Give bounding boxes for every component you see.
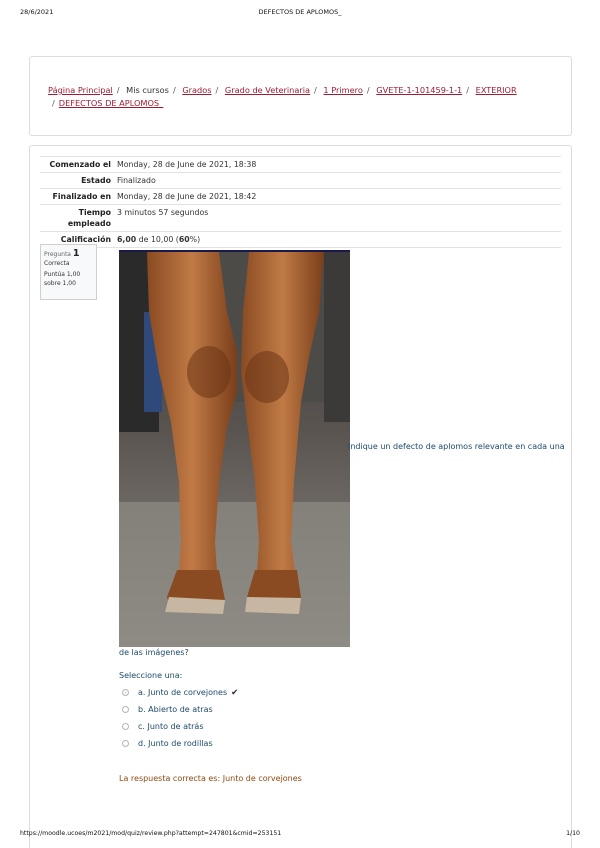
- table-row: [40, 232, 561, 248]
- correct-answer-feedback: La respuesta correcta es: Junto de corvejones: [119, 774, 302, 783]
- breadcrumb-grados[interactable]: Grados: [182, 85, 212, 95]
- correct-check-icon: ✔: [231, 687, 239, 698]
- radio-button-checked[interactable]: [122, 689, 129, 696]
- question-text-part1: Indique un defecto de aplomos relevante en cada una: [348, 442, 565, 451]
- horse-legs-illustration: [119, 252, 350, 647]
- answer-option-d[interactable]: [119, 735, 419, 752]
- print-page-number: 1/10: [566, 830, 580, 837]
- grade-score: 6,00: [117, 235, 137, 244]
- breadcrumb-separator: /: [215, 85, 219, 95]
- state-label: Estado: [81, 176, 111, 185]
- breadcrumb-separator: /: [52, 97, 55, 108]
- answer-option-c[interactable]: [119, 718, 419, 735]
- table-row: [40, 205, 561, 232]
- question-info-box: [40, 244, 97, 300]
- time-label-line2: empleado: [67, 219, 111, 228]
- time-label: [40, 205, 117, 232]
- horse-hind-legs-photo: [119, 250, 350, 647]
- print-title: DEFECTOS DE APLOMOS_: [258, 8, 342, 16]
- question-points-2: sobre 1,00: [44, 280, 76, 287]
- print-date: 28/6/2021: [20, 8, 54, 16]
- radio-button[interactable]: [122, 706, 129, 713]
- answer-options: [119, 684, 419, 752]
- breadcrumb-separator: /: [172, 85, 176, 95]
- answer-option-a[interactable]: [119, 684, 419, 701]
- question-points-1: Puntúa 1,00: [44, 271, 81, 278]
- grade-percent: 60: [178, 235, 190, 244]
- breadcrumb-quiz[interactable]: DEFECTOS DE APLOMOS_: [58, 97, 164, 108]
- answer-option-label: d. Junto de rodillas: [138, 739, 213, 748]
- breadcrumb-veterinaria[interactable]: Grado de Veterinaria: [224, 85, 311, 95]
- breadcrumb: [48, 84, 548, 109]
- table-row: [40, 189, 561, 205]
- question-text-part2: de las imágenes?: [119, 648, 189, 657]
- breadcrumb-separator: /: [314, 85, 317, 95]
- table-row: [40, 173, 561, 189]
- breadcrumb-home[interactable]: Página Principal: [48, 85, 113, 95]
- print-url: https://moodle.ucoes/m2021/mod/quiz/review.php?attempt=247801&cmid=253151: [20, 830, 282, 837]
- radio-button[interactable]: [122, 723, 129, 730]
- breadcrumb-separator: /: [466, 85, 470, 95]
- quiz-review-card: [29, 145, 572, 848]
- radio-button[interactable]: [122, 740, 129, 747]
- breadcrumb-separator: /: [366, 85, 370, 95]
- question-label: Pregunta: [44, 251, 71, 258]
- question-number: 1: [72, 248, 80, 259]
- breadcrumb-exterior[interactable]: EXTERIOR: [475, 85, 517, 95]
- answer-option-label: a. Junto de corvejones: [138, 688, 228, 697]
- finished-label: Finalizado en: [52, 192, 111, 201]
- breadcrumb-primero[interactable]: 1 Primero: [323, 85, 363, 95]
- breadcrumb-card: [29, 56, 572, 136]
- state-value: Finalizado: [117, 176, 156, 185]
- answer-option-b[interactable]: [119, 701, 419, 718]
- answer-option-label: b. Abierto de atras: [138, 705, 213, 714]
- started-value: Monday, 28 de June de 2021, 18:38: [117, 160, 257, 169]
- answer-option-label: c. Junto de atrás: [138, 722, 204, 731]
- breadcrumb-course-code[interactable]: GVETE-1-101459-1-1: [376, 85, 463, 95]
- breadcrumb-separator: /: [116, 85, 120, 95]
- finished-value: Monday, 28 de June de 2021, 18:42: [117, 192, 257, 201]
- started-label: Comenzado el: [49, 160, 111, 169]
- breadcrumb-my-courses: Mis cursos: [126, 85, 169, 95]
- grade-end: %): [189, 235, 201, 244]
- grade-label: Calificación: [60, 235, 111, 244]
- answer-prompt: Seleccione una:: [119, 671, 183, 680]
- grade-mid: de 10,00 (: [138, 235, 179, 244]
- attempt-summary-table: [40, 156, 561, 248]
- table-row: [40, 157, 561, 173]
- time-value: 3 minutos 57 segundos: [117, 208, 209, 217]
- time-label-line1: Tiempo: [78, 208, 111, 217]
- question-state: Correcta: [44, 260, 70, 267]
- grade-value: [117, 232, 561, 248]
